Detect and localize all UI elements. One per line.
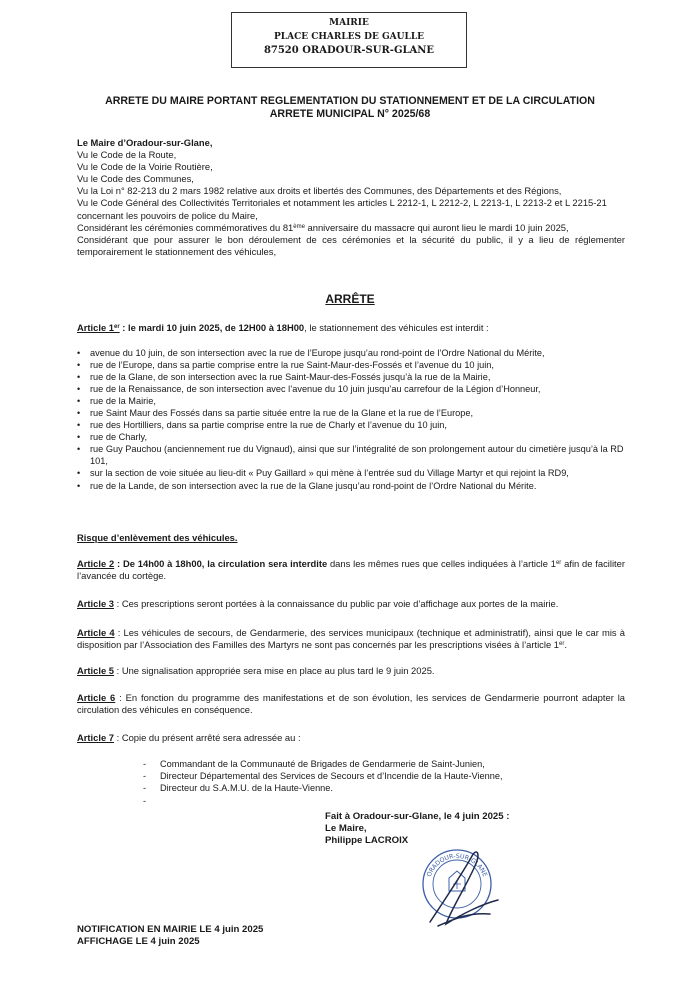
preamble-vu-1: Vu le Code de la Route, <box>77 149 177 161</box>
article-4-text-b: . <box>564 639 567 651</box>
arrete-heading: ARRÊTE <box>325 292 375 306</box>
article-1-text: , le stationnement des véhicules est interdit : <box>304 322 489 333</box>
article-1-bold: : le mardi 10 juin 2025, de 12H00 à 18H00 <box>119 322 305 333</box>
stamp-text: ORADOUR-SUR-GLANE <box>425 852 489 878</box>
article-4-text-a: : Les véhicules de secours, de Gendarmerie, des services municipaux (technique et administratif), ainsi que le car mis à disposition par l’Association des Familles des Martyrs ne sont pas concernés par les prescriptions visées à l’article 1 <box>77 627 625 651</box>
article-2-text-b: afin de faciliter l’avancée du cortège. <box>77 558 626 582</box>
recipient-item <box>143 795 623 807</box>
article-7 <box>77 732 625 744</box>
notification-line-1: NOTIFICATION EN MAIRIE LE 4 juin 2025 <box>77 924 264 935</box>
street-item: • rue de la Renaissance, de son intersection avec l’avenue du 10 juin jusqu’au carrefour de la Légion d’Honneur, <box>77 383 637 395</box>
preamble-vu-3: Vu le Code des Communes, <box>77 173 194 185</box>
article-4-label: Article 4 <box>77 627 115 638</box>
preamble-considerant-1 <box>77 222 625 234</box>
title-line-1: ARRETE DU MAIRE PORTANT REGLEMENTATION DU STATIONNEMENT ET DE LA CIRCULATION <box>105 95 595 107</box>
signature-line-1: Fait à Oradour-sur-Glane, le 4 juin 2025 : <box>325 811 510 822</box>
recipient-item: - Directeur Départemental des Services de Secours et d’Incendie de la Haute-Vienne, <box>143 770 623 782</box>
recipient-item: - Commandant de la Communauté de Brigades de Gendarmerie de Saint-Junien, <box>143 758 623 770</box>
article-4 <box>77 627 625 651</box>
document-title <box>60 95 640 121</box>
article-6 <box>77 692 625 716</box>
preamble-mayor: Le Maire d’Oradour-sur-Glane, <box>77 137 213 148</box>
article-3 <box>77 598 625 610</box>
street-item: • avenue du 10 juin, de son intersection avec la rue de l’Europe jusqu’au rond-point de l’Ordre National du Mérite, <box>77 347 637 359</box>
notification-line-2: AFFICHAGE LE 4 juin 2025 <box>77 936 200 948</box>
preamble-vu-2: Vu le Code de la Voirie Routière, <box>77 161 213 173</box>
article-7-text: : Copie du présent arrêté sera adressée au : <box>114 732 301 743</box>
cons1-sup: ème <box>293 223 305 230</box>
article-5 <box>77 665 625 677</box>
article-6-text: : En fonction du programme des manifestations et de son évolution, les services de Gendarmerie pourront adapter la circulation des véhicules en conséquence. <box>77 692 625 716</box>
cons1-text-b: anniversaire du massacre qui auront lieu le mardi 10 juin 2025, <box>304 221 569 233</box>
article-1-label-text: Article 1 <box>77 322 114 333</box>
header-line-2: PLACE CHARLES DE GAULLE <box>273 32 425 42</box>
recipient-list <box>143 758 623 807</box>
preamble-vu-5: Vu le Code Général des Collectivités Territoriales et notamment les articles L 2212-1, L 2212-2, L 2213-1, L 2213-2 et L 2215-21 concernant les pouvoirs de police du Maire, <box>77 197 607 221</box>
street-list <box>77 347 637 492</box>
article-2-text-a: dans les mêmes rues que celles indiquées à l’article 1 <box>327 558 556 569</box>
article-7-label: Article 7 <box>77 732 114 743</box>
street-item: • rue Saint Maur des Fossés dans sa partie située entre la rue de la Glane et la rue de l’Europe, <box>77 407 637 419</box>
mairie-header-box <box>231 12 467 68</box>
street-item: • rue de l’Europe, dans sa partie comprise entre la rue Saint-Maur-des-Fossés et l’avenue du 10 juin, <box>77 359 637 371</box>
article-6-label: Article 6 <box>77 692 116 703</box>
article-3-label: Article 3 <box>77 598 114 609</box>
recipient-item: - Directeur du S.A.M.U. de la Haute-Vienne. <box>143 782 623 794</box>
street-item: • rue de la Glane, de son intersection avec la rue Saint-Maur-des-Fossés jusqu’à la rue de la Mairie, <box>77 371 637 383</box>
street-item: • rue de la Lande, de son intersection avec la rue de la Glane jusqu’au rond-point de l’Ordre National du Mérite. <box>77 480 637 492</box>
street-item: • rue de la Mairie, <box>77 395 637 407</box>
preamble-vu-4: Vu la Loi n° 82-213 du 2 mars 1982 relative aux droits et libertés des Communes, des Départements et des Régions, <box>77 185 562 197</box>
official-stamp-and-signature <box>402 834 512 934</box>
article-1-sup: er <box>114 324 120 330</box>
article-4-sup: er <box>558 641 565 648</box>
article-5-label: Article 5 <box>77 665 114 676</box>
signature-line-2: Le Maire, <box>325 823 367 835</box>
signature-line-3: Philippe LACROIX <box>325 835 409 847</box>
preamble <box>77 137 625 258</box>
street-item: • rue de Charly, <box>77 431 637 443</box>
article-5-text: : Une signalisation appropriée sera mise en place au plus tard le 9 juin 2025. <box>114 665 435 676</box>
street-item: • rue Guy Pauchou (anciennement rue du Vignaud), ainsi que sur l’intégralité de son prolongement autour du cimetière jusqu’à la RD 101, <box>77 443 637 467</box>
notification-block <box>77 924 263 948</box>
street-item: • sur la section de voie située au lieu-dit « Puy Gaillard » qui mène à l’entrée sud du Village Martyr et qui rejoint la RD9, <box>77 467 637 479</box>
article-2 <box>77 558 625 582</box>
title-line-2: ARRETE MUNICIPAL N° 2025/68 <box>269 108 431 120</box>
article-2-bold: : De 14h00 à 18h00, la circulation sera interdite <box>114 558 328 569</box>
article-2-sup: er <box>555 560 562 566</box>
article-3-text: : Ces prescriptions seront portées à la connaissance du public par voie d’affichage aux portes de la mairie. <box>114 598 559 609</box>
article-1-label <box>77 322 120 333</box>
risque-notice: Risque d’enlèvement des véhicules. <box>77 532 238 543</box>
header-line-1: MAIRIE <box>329 18 369 28</box>
street-item: • rue des Hortilliers, dans sa partie comprise entre la rue de Charly et l’avenue du 10 juin, <box>77 419 637 431</box>
cons1-text-a: Considérant les cérémonies commémoratives du 81 <box>77 221 294 233</box>
article-2-label: Article 2 <box>77 558 115 569</box>
preamble-considerant-2: Considérant que pour assurer le bon déroulement de ces cérémonies et la sécurité du public, il y a lieu de réglementer temporairement le stationnement des véhicules, <box>77 233 625 257</box>
header-line-3: 87520 ORADOUR-SUR-GLANE <box>263 45 435 56</box>
article-1-heading <box>77 322 625 334</box>
